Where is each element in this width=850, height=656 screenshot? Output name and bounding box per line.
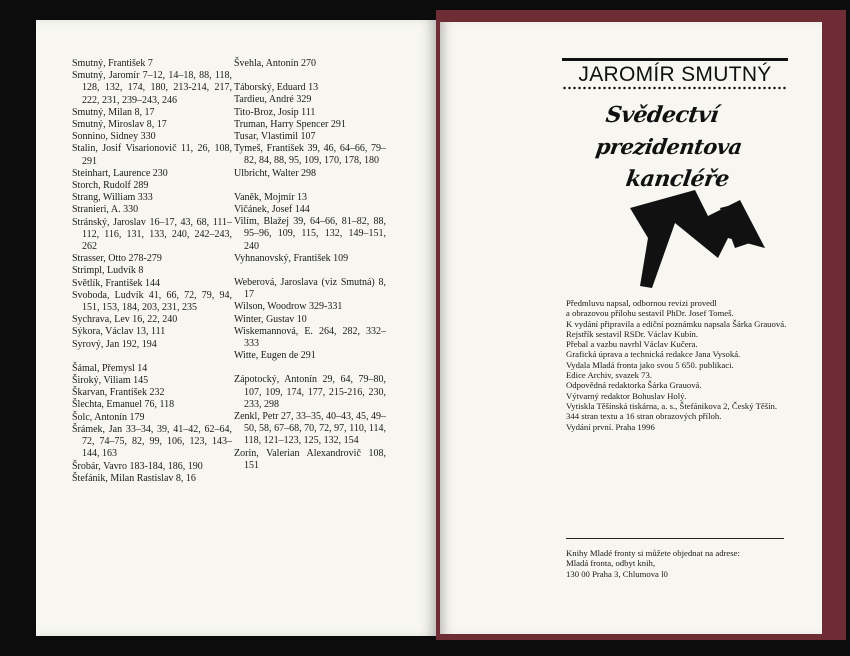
index-entry: Vilím, Blažej 39, 64–66, 81–82, 88, 95–96, 109, 115, 132, 149–151, 240 bbox=[234, 216, 386, 252]
index-entry: Winter, Gustav 10 bbox=[234, 313, 307, 325]
title-line-1: Svědectví bbox=[604, 102, 721, 128]
imprint-line: Přebal a vazbu navrhl Václav Kučera. bbox=[566, 339, 698, 350]
index-entry: Sonnino, Sidney 330 bbox=[72, 131, 156, 143]
spacer bbox=[234, 362, 386, 374]
index-entry: Světlík, František 144 bbox=[72, 277, 161, 289]
index-entry: Strang, William 333 bbox=[72, 192, 153, 204]
index-entry: Storch, Rudolf 289 bbox=[72, 180, 149, 192]
imprint-line: Rejstřík sestavil RSDr. Václav Kubín. bbox=[566, 328, 699, 339]
index-entry: Smutný, František 7 bbox=[72, 58, 153, 69]
index-entry: Zápotocký, Antonín 29, 64, 79–80, 107, 109, 174, 177, 215-216, 230, 233, 298 bbox=[234, 374, 386, 410]
index-column-left bbox=[72, 58, 232, 485]
index-entry: Strasser, Otto 278-279 bbox=[72, 253, 162, 265]
index-column-right bbox=[234, 58, 386, 472]
imprint-line: Edice Archiv, svazek 73. bbox=[566, 370, 653, 381]
index-entry: Stranieri, A. 330 bbox=[72, 204, 139, 216]
index-entry: Weberová, Jaroslava (viz Smutná) 8, 17 bbox=[234, 277, 386, 301]
index-entry: Tymeš, František 39, 46, 64–66, 79–82, 84, 88, 95, 109, 170, 178, 180 bbox=[234, 143, 386, 167]
title-line-2: prezidentova bbox=[594, 134, 744, 159]
spacer bbox=[234, 70, 386, 82]
index-entry: Smutný, Milan 8, 17 bbox=[72, 106, 155, 118]
index-entry: Syrový, Jan 192, 194 bbox=[72, 338, 157, 350]
index-entry: Stránský, Jaroslav 16–17, 43, 68, 111–112, 116, 131, 133, 240, 242–243, 262 bbox=[72, 216, 232, 253]
index-entry: Stalin, Josif Visarionovič 11, 26, 108, 291 bbox=[72, 143, 232, 167]
index-entry: Zorin, Valerian Alexandrovič 108, 151 bbox=[234, 447, 386, 471]
index-entry: Truman, Harry Spencer 291 bbox=[234, 118, 346, 130]
order-line: Knihy Mladé fronty si můžete objednat na adrese: bbox=[566, 548, 740, 558]
author-dotted-rule bbox=[562, 86, 788, 90]
index-entry: Štefánik, Milan Rastislav 8, 16 bbox=[72, 472, 196, 484]
index-entry: Tito-Broz, Josip 111 bbox=[234, 106, 316, 118]
spacer bbox=[234, 265, 386, 277]
index-entry: Tusar, Vlastimil 107 bbox=[234, 131, 316, 143]
index-entry: Škarvan, František 232 bbox=[72, 387, 165, 399]
index-entry: Witte, Eugen de 291 bbox=[234, 350, 316, 362]
index-entry: Šámal, Přemysl 14 bbox=[72, 362, 148, 374]
order-note bbox=[566, 548, 786, 579]
imprint-line: 344 stran textu a 16 stran obrazových příloh. bbox=[566, 411, 722, 422]
spacer bbox=[72, 351, 232, 363]
index-entry: Sychrava, Lev 16, 22, 240 bbox=[72, 314, 178, 326]
index-entry: Smutný, Miroslav 8, 17 bbox=[72, 119, 167, 131]
imprint-line: Vydala Mladá fronta jako svou 5 650. publikaci. bbox=[566, 359, 734, 370]
title-logo bbox=[594, 98, 770, 293]
index-entry: Široký, Viliam 145 bbox=[72, 375, 149, 387]
imprint-line: Vydání první. Praha 1996 bbox=[566, 421, 655, 432]
imprint-line: Předmluvu napsal, odbornou revizi provedl bbox=[566, 298, 717, 308]
index-entry: Vičánek, Josef 144 bbox=[234, 204, 310, 216]
index-entry: Šrámek, Jan 33–34, 39, 41–42, 62–64, 72, 74–75, 82, 99, 106, 123, 143–144, 163 bbox=[72, 423, 232, 460]
left-page-index bbox=[36, 20, 436, 636]
index-entry: Táborský, Eduard 13 bbox=[234, 82, 319, 94]
index-entry: Ulbricht, Walter 298 bbox=[234, 167, 317, 179]
index-entry: Šolc, Antonín 179 bbox=[72, 411, 145, 423]
index-entry: Tardieu, André 329 bbox=[234, 94, 312, 106]
index-entry: Steinhart, Laurence 230 bbox=[72, 167, 168, 179]
index-entry: Švehla, Antonín 270 bbox=[234, 58, 316, 69]
index-entry: Sýkora, Václav 13, 111 bbox=[72, 326, 166, 338]
imprint-line: K vydání připravila a ediční poznámku napsala Šárka Grauová. bbox=[566, 318, 787, 329]
index-entry: Šrobár, Vavro 183-184, 186, 190 bbox=[72, 460, 203, 472]
index-entry: Wiskemannová, E. 264, 282, 332–333 bbox=[234, 325, 386, 350]
imprint-line: Vytiskla Těšínská tiskárna, a. s., Štefánikova 2, Český Těšín. bbox=[566, 400, 778, 411]
index-entry: Svoboda, Ludvík 41, 66, 72, 79, 94, 151, 153, 184, 203, 231, 235 bbox=[72, 289, 232, 314]
order-rule bbox=[566, 538, 784, 539]
index-entry: Šlechta, Emanuel 76, 118 bbox=[72, 399, 175, 411]
index-entry: Smutný, Jaromír 7–12, 14–18, 88, 118, 128, 132, 174, 180, 213-214, 217, 222, 231, 239–243, 246 bbox=[72, 70, 232, 106]
imprint-line: a obrazovou přílohu sestavil PhDr. Josef Tomeš. bbox=[566, 308, 734, 319]
spacer bbox=[234, 180, 386, 192]
index-entry: Strimpl, Ludvík 8 bbox=[72, 265, 144, 277]
author-name: JAROMÍR SMUTNÝ bbox=[578, 63, 772, 86]
index-entry: Vaněk, Mojmír 13 bbox=[234, 191, 308, 203]
index-entry: Zenkl, Petr 27, 33–35, 40–43, 45, 49–50, 58, 67–68, 70, 72, 97, 110, 114, 118, 121–123, 125, 132, 154 bbox=[234, 411, 386, 447]
order-line: Mladá fronta, odbyt knih, bbox=[566, 558, 656, 569]
index-entry: Vyhnanovský, František 109 bbox=[234, 252, 349, 264]
imprint-line: Grafická úprava a technická redakce Jana Vysoká. bbox=[566, 349, 741, 360]
order-line: 130 00 Praha 3, Chlumova l0 bbox=[566, 568, 668, 579]
imprint-text bbox=[566, 298, 798, 432]
author-top-rule bbox=[562, 58, 788, 61]
index-entry: Wilson, Woodrow 329-331 bbox=[234, 301, 343, 313]
imprint-line: Odpovědná redaktorka Šárka Grauová. bbox=[566, 380, 702, 391]
imprint-line: Výtvarný redaktor Bohuslav Holý. bbox=[566, 390, 687, 401]
title-line-3: kancléře bbox=[624, 166, 731, 192]
